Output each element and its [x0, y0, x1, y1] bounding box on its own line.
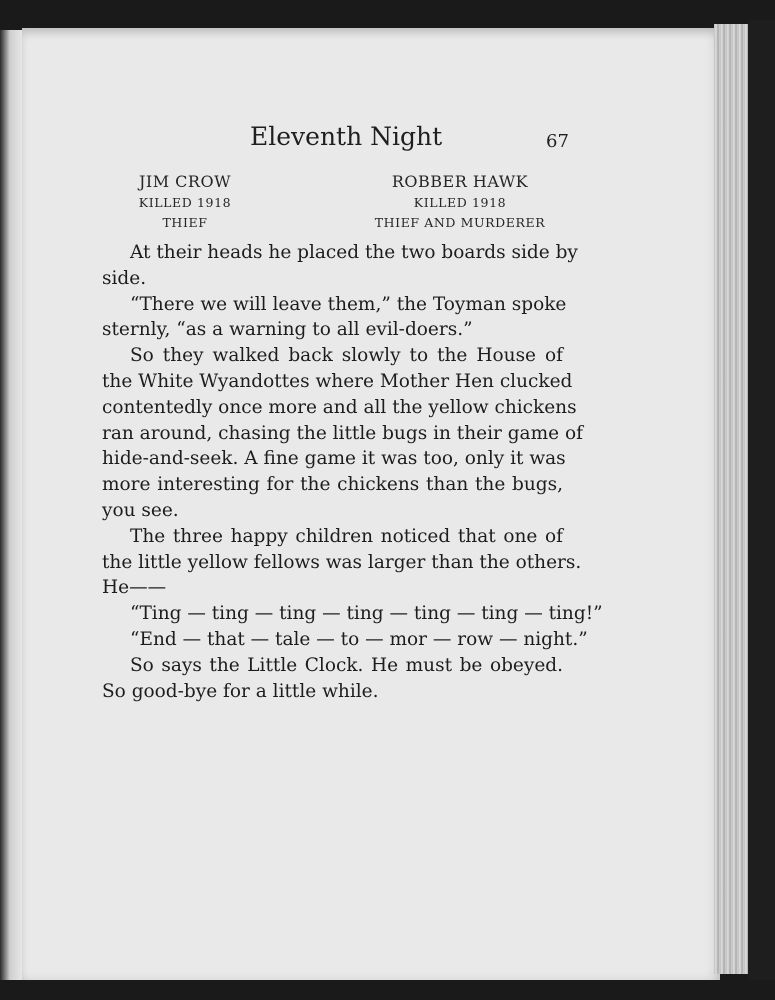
text-line: sternly, “as a warning to all evil-doers.”	[102, 319, 473, 341]
text-line: So says the Little Clock. He must be obeyed.	[130, 654, 563, 676]
page-number: 67	[546, 131, 569, 152]
epitaph-jim-crow	[120, 171, 250, 233]
text-line: The three happy children noticed that one of	[130, 525, 563, 547]
text-line: So good-bye for a little while.	[102, 680, 379, 702]
text-line: the little yellow fellows was larger than the others.	[102, 551, 582, 573]
epitaph-robber-hawk	[355, 171, 565, 233]
text-line: ran around, chasing the little bugs in their game of	[102, 422, 583, 444]
text-line: He——	[102, 577, 167, 599]
epitaph-name: ROBBER HAWK	[391, 172, 529, 191]
book-cover-edge	[748, 20, 775, 980]
left-page-edge	[0, 30, 22, 980]
text-line: “Ting — ting — ting — ting — ting — ting — ting!”	[130, 603, 603, 625]
running-head: Eleventh Night	[250, 122, 443, 151]
text-line: the White Wyandottes where Mother Hen clucked	[102, 370, 573, 392]
text-line: “There we will leave them,” the Toyman spoke	[130, 293, 567, 315]
text-line: contentedly once more and all the yellow chickens	[102, 396, 577, 418]
text-line: At their heads he placed the two boards side by	[130, 242, 578, 263]
epitaph-killed: KILLED 1918	[138, 195, 232, 210]
epitaph-killed: KILLED 1918	[413, 195, 507, 210]
text-line: So they walked back slowly to the House of	[130, 345, 563, 367]
text-line: more interesting for the chickens than the bugs,	[102, 474, 563, 496]
text-line: “End — that — tale — to — mor — row — night.”	[130, 628, 588, 650]
text-line: side.	[102, 267, 147, 289]
epitaph-crime: THIEF AND MURDERER	[374, 215, 546, 230]
epitaph-crime: THIEF	[162, 215, 208, 230]
text-line: hide-and-seek. A fine game it was too, only it was	[102, 448, 566, 470]
text-line: you see.	[102, 499, 179, 521]
body-text	[102, 240, 603, 704]
epitaph-name: JIM CROW	[138, 172, 232, 191]
